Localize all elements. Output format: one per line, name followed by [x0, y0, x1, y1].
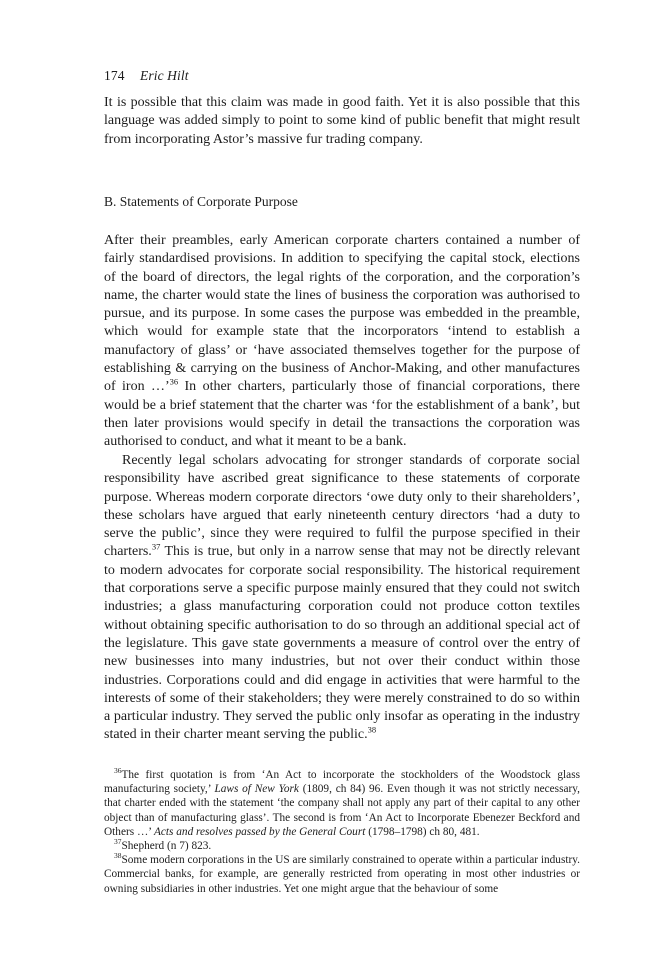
intro-paragraph: It is possible that this claim was made in good faith. Yet it is also possible that this language was added simply to point to some kind of public benefit that might result from incorporating Astor’s massive fur trading company. — [104, 95, 580, 147]
paragraph-text: Recently legal scholars advocating for stronger standards of corporate social responsibility have ascribed great significance to these statements of corporate purpose. Whereas modern corporate directors ‘owe duty only to their shareholders’, these scholars have argued that early nineteenth century directors ‘had a duty to serve the public’, since they were required to fulfil the purpose specified in their charters. — [104, 453, 580, 560]
paragraph-text: In other charters, particularly those of financial corporations, there would be a brief statement that the charter was ‘for the establishment of a bank’, but then later provisions would specify in detail the transactions the corporation was authorised to conduct, and what it meant to be a bank. — [104, 379, 580, 450]
paragraph-text: After their preambles, early American corporate charters contained a number of fairly standardised provisions. In addition to specifying the capital stock, elections of the board of directors, the legal rights of the corporation, and the corporation’s name, the charter would state the lines of business the corporation was authorised to pursue, and its purpose. In some cases the purpose was embedded in the preamble, which would for example state that the incorporators ‘intend to establish a manufactory of glass’ or ‘have associated themselves together for the purpose of establishing & carrying on the business of Anchor-Making, and other manufactures of iron …’ — [104, 233, 580, 395]
paragraph-text: This is true, but only in a narrow sense that may not be directly relevant to modern advocates for corporate social responsibility. The historical requirement that corporations serve a specific purpose mainly ensured that they could not switch industries; a glass manufacturing corporation could not produce cotton textiles without obtaining specific authorisation to do so through an additional special act of the legislature. This gave state governments a measure of control over the entry of new businesses into many industries, but not over their conduct within those industries. Corporations could and did engage in activities that were harmful to the interests of some of their stakeholders; they were merely constrained to do so within a particular industry. They served the public only insofar as operating in the industry stated in their charter meant serving the public. — [104, 544, 580, 743]
footnote-text: (1809, ch 84) 96. Even though it was not strictly necessary, that charter ended with the statement ‘the company shall not apply any part of their capital to any other object than of manufacturing glass’. The second is from ‘An Act to Incorporate Ebenezer Beckford and Others …’ — [104, 783, 580, 838]
footnote-italic-title: Acts and resolves passed by the General Court — [154, 825, 366, 838]
footnote-38 — [104, 853, 580, 896]
body-paragraph-1 — [104, 232, 580, 452]
footnote-36 — [104, 768, 580, 839]
footnote-text: Shepherd (n 7) 823. — [121, 840, 212, 853]
footnotes — [104, 768, 580, 896]
footnote-text: (1798–1798) ch 80, 481. — [365, 825, 480, 838]
running-head — [104, 68, 189, 84]
running-head-author: Eric Hilt — [140, 68, 189, 83]
footnote-number: 37 — [114, 837, 122, 847]
section-heading: B. Statements of Corporate Purpose — [104, 194, 298, 209]
footnote-number: 36 — [114, 766, 122, 776]
footnote-37 — [104, 839, 580, 853]
body-paragraph-2 — [104, 452, 580, 745]
footnote-italic-title: Laws of New York — [214, 783, 299, 796]
footnote-text: Some modern corporations in the US are similarly constrained to operate within a particular industry. Commercial banks, for example, are generally restricted from operating in most other industries or owning subsidiaries in other industries. Yet one might argue that the behaviour of some — [104, 854, 580, 895]
footnote-number: 38 — [114, 851, 122, 861]
footnote-ref-37[interactable]: 37 — [151, 541, 161, 552]
footnote-ref-38[interactable]: 38 — [367, 724, 377, 735]
footnote-text: The first quotation is from ‘An Act to incorporate the stockholders of the Woodstock glass manufacturing society,’ — [104, 769, 580, 796]
footnote-ref-36[interactable]: 36 — [169, 376, 179, 387]
page-number: 174 — [104, 68, 125, 83]
